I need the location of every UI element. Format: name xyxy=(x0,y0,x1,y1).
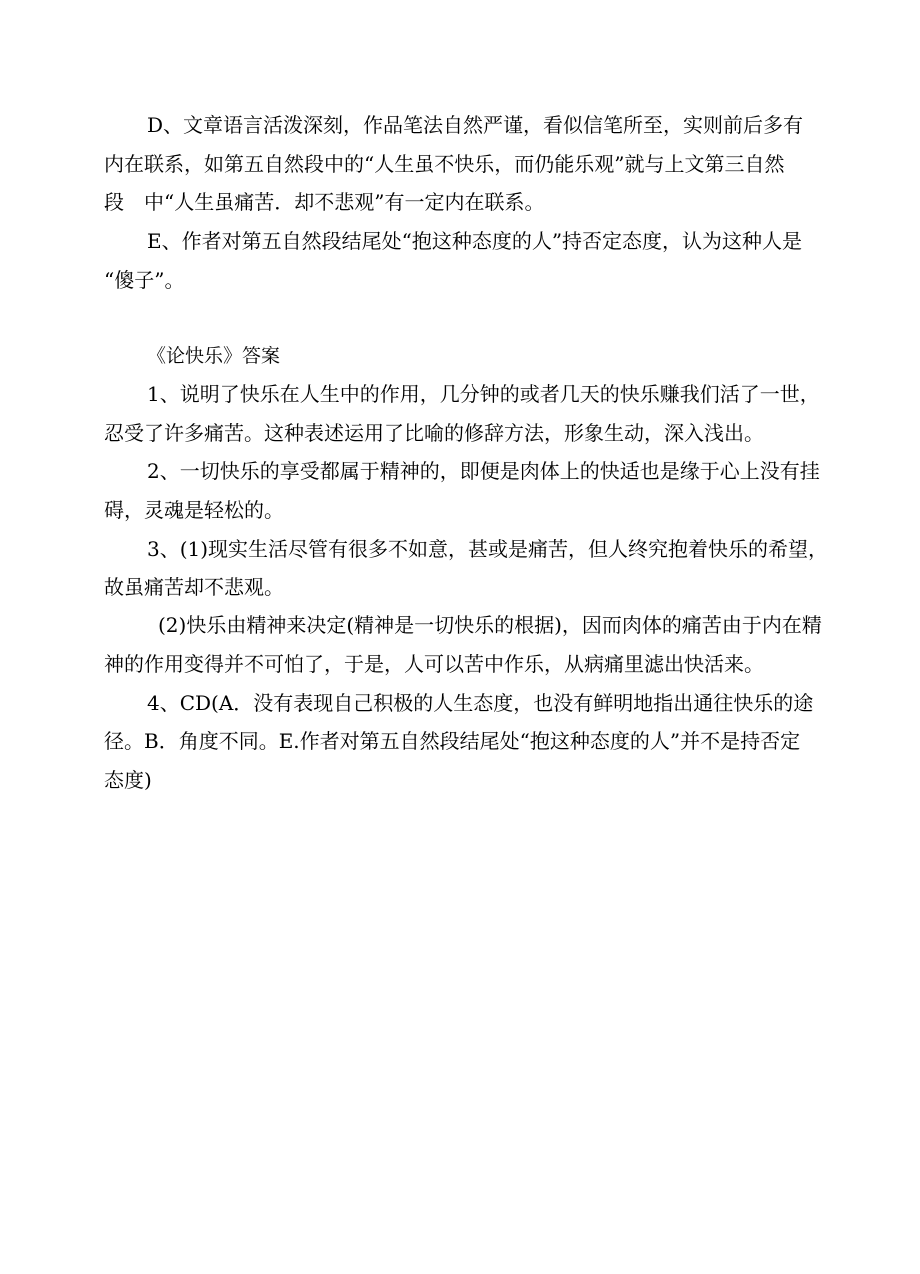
answer-2-line-1: 2、一切快乐的享受都属于精神的，即便是肉体上的快适也是缘于心上没有挂 xyxy=(147,459,820,483)
answer-3-1-line-2: 故虽痛苦却不悲观。 xyxy=(104,575,284,599)
option-e-line-2: “傻子”。 xyxy=(104,268,185,292)
option-d-line-2: 内在联系，如第五自然段中的“人生虽不快乐，而仍能乐观”就与上文第三自然 xyxy=(104,152,785,176)
option-e-line-1: E、作者对第五自然段结尾处“抱这种态度的人”持否定态度，认为这种人是 xyxy=(147,229,803,253)
answer-4-line-3: 态度) xyxy=(104,768,152,792)
answer-title: 《论快乐》答案 xyxy=(147,345,281,367)
answer-4-line-1: 4、CD(A．没有表现自己积极的人生态度，也没有鲜明地指出通往快乐的途 xyxy=(147,691,814,715)
answer-3-1-line-1: 3、(1)现实生活尽管有很多不如意，甚或是痛苦，但人终究抱着快乐的希望， xyxy=(147,537,829,561)
option-d-line-1: D、文章语言活泼深刻，作品笔法自然严谨，看似信笔所至，实则前后多有 xyxy=(147,113,804,137)
answer-4-line-2: 径。B．角度不同。E.作者对第五自然段结尾处“抱这种态度的人”并不是持否定 xyxy=(104,729,801,753)
answer-3-2-line-1: (2)快乐由精神来决定(精神是一切快乐的根据)，因而肉体的痛苦由于内在精 xyxy=(158,613,822,637)
option-d-line-3: 段 中“人生虽痛苦．却不悲观”有一定内在联系。 xyxy=(104,190,545,214)
answer-1-line-1: 1、说明了快乐在人生中的作用，几分钟的或者几天的快乐赚我们活了一世， xyxy=(147,382,820,406)
answer-3-2-line-2: 神的作用变得并不可怕了，于是，人可以苦中作乐，从病痛里滤出快活来。 xyxy=(104,652,764,676)
answer-2-line-2: 碍，灵魂是轻松的。 xyxy=(104,498,284,522)
answer-1-line-2: 忍受了许多痛苦。这种表述运用了比喻的修辞方法，形象生动，深入浅出。 xyxy=(104,421,764,445)
